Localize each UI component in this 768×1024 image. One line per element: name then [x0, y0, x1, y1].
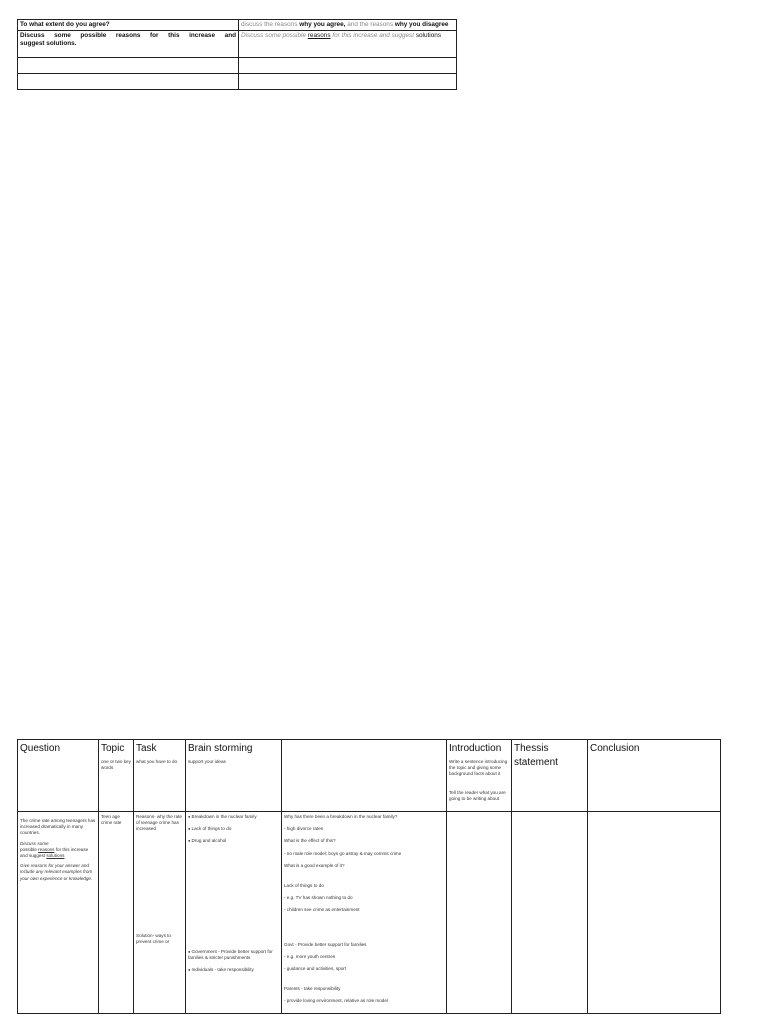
prompt-task-line: Discuss some possible reasons for this increase and [20, 32, 236, 39]
thesis-cell [512, 812, 588, 1014]
detail-line: What is the effect of this? [284, 838, 336, 844]
prompt-question: To what extent do you agree? [20, 21, 110, 28]
prompt-task-cell [18, 31, 239, 58]
instruction-text: Discuss some possible [241, 32, 306, 39]
empty-cell [18, 74, 239, 90]
header-conclusion: Conclusion [588, 740, 721, 812]
detail-line: What is a good example of it? [284, 862, 345, 868]
brainstorm-item: ● Individuals - take responsibility [188, 967, 279, 973]
detail-line: - e.g. more youth centres [284, 953, 336, 959]
question-paragraph: Give reasons for your answer and include any relevant examples from your own experience or knowledge. [20, 863, 93, 881]
prompt-table [17, 19, 457, 90]
brainstorming-cell [186, 812, 282, 1014]
header-introduction: Introduction Write a sentence introducing the topic and giving some background facts about it Tell the reader what you are going to be writing about [447, 740, 512, 812]
topic-cell [99, 812, 134, 1014]
detail-line: - children see crime as entertainment [284, 907, 360, 913]
detail-line: Govt - Provide better support for families [284, 941, 367, 947]
instruction-text: discuss the reasons [241, 21, 298, 28]
introduction-hint: Write a sentence introducing the topic and giving some background facts about it [449, 759, 508, 777]
topic-hint: one or two key words [101, 759, 131, 771]
task-cell [134, 812, 186, 1014]
task-solutions: Solution- ways to prevent crime or [136, 932, 171, 944]
brainstorming-hint: support your ideas [188, 759, 226, 764]
header-brainstorming: Brain storming support your ideas [186, 740, 282, 812]
header-blank [282, 740, 447, 812]
detail-line: - guidance and activities, sport [284, 966, 347, 972]
empty-cell [239, 74, 457, 90]
prompt-task-line: suggest solutions. [20, 40, 77, 47]
instruction-text: for this increase and suggest [332, 32, 415, 39]
brainstorm-item: ● Drug and alcohol [188, 838, 279, 844]
introduction-cell [447, 812, 512, 1014]
task-reasons: Reasons- why the rate of teenage crime has increased [136, 814, 182, 832]
question-paragraph: The crime rate among teenagers has increased dramatically in many countries. [20, 818, 96, 836]
header-question: Question [18, 740, 99, 812]
detail-line: - no male role model; boys go astray & may commit crime [284, 850, 402, 856]
detail-line: - high divorce rates [284, 826, 324, 832]
header-topic: Topic one or two key words [99, 740, 134, 812]
header-thesis: Thessis statement [512, 740, 588, 812]
task-hint: what you have to do [136, 759, 178, 764]
brainstorm-item: ● Breakdown in the nuclear family [188, 814, 279, 820]
empty-cell [18, 58, 239, 74]
question-cell [18, 812, 99, 1014]
instruction-emphasis: reasons [307, 32, 331, 39]
brainstorm-item: ● Lack of things to do [188, 826, 279, 832]
detail-line: - provide loving environment, relative as role model [284, 998, 388, 1004]
detail-line: Parents - take responsibility [284, 986, 341, 992]
details-cell [282, 812, 447, 1014]
question-paragraph: Discuss some possible reasons for this increase and suggest solutions [20, 840, 89, 859]
instruction-emphasis: why you agree, [299, 21, 346, 28]
detail-line: Lack of things to do [284, 883, 324, 889]
detail-line: - e.g. TV has shown nothing to do [284, 895, 353, 901]
topic-text: Teen age crime rate [101, 814, 122, 826]
essay-plan-table [17, 739, 721, 1014]
brainstorm-item: ● Government - Provide better support for families & stricter punishments [188, 949, 279, 961]
conclusion-cell [588, 812, 721, 1014]
prompt-instruction-cell [239, 20, 457, 31]
instruction-emphasis: solutions [415, 32, 442, 39]
introduction-hint: Tell the reader what you are going to be writing about [449, 789, 506, 801]
instruction-text: and the reasons [347, 21, 394, 28]
header-task: Task what you have to do [134, 740, 186, 812]
instruction-emphasis: why you disagree [394, 21, 449, 28]
empty-cell [239, 58, 457, 74]
prompt-question-cell [18, 20, 239, 31]
prompt-task-instruction-cell [239, 31, 457, 58]
detail-line: Why has there been a breakdown in the nuclear family? [284, 814, 398, 819]
